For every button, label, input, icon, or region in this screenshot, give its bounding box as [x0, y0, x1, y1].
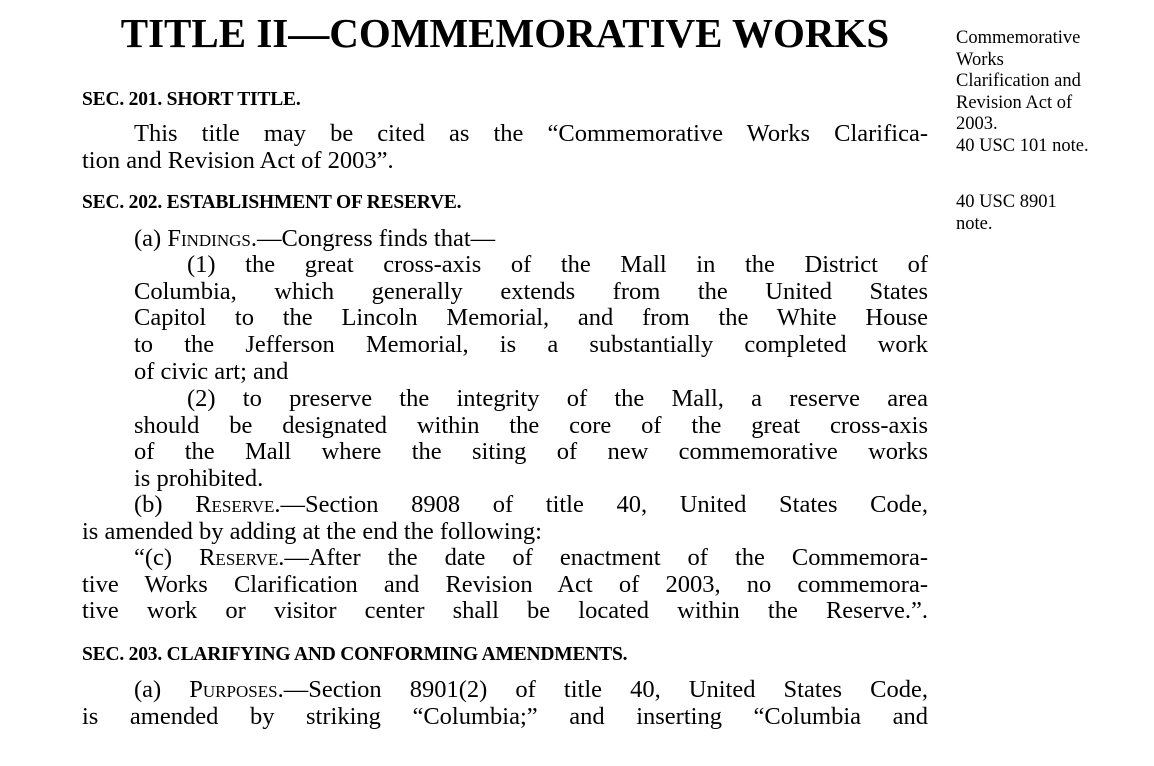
sec-202-a-paragraph-1	[134, 252, 928, 386]
margin-note-line: note.	[956, 213, 993, 234]
text-line: is amended by striking “Columbia;” and inserting “Columbia and	[82, 702, 928, 730]
subsection-text: .—Congress finds that—	[250, 225, 496, 252]
text-line: should be designated within the core of the great cross-axis	[134, 411, 928, 439]
text-line: tive work or visitor center shall be located within the Reserve.”.	[82, 597, 928, 625]
subsection-text: .—After the date of enactment of the Commemora-	[278, 544, 928, 571]
subsection-heading: Purposes	[189, 676, 278, 703]
margin-note-line: Revision Act of	[956, 92, 1073, 113]
text-line: of civic art; and	[134, 357, 289, 385]
text-line: Columbia, which generally extends from the United States	[134, 277, 928, 305]
subsection-heading: Reserve	[199, 544, 279, 571]
margin-note-line: 40 USC 101 note.	[956, 135, 1089, 156]
margin-note-short-title	[956, 28, 1136, 157]
subsection-text: .—Section 8908 of title 40, United States Code,	[274, 491, 928, 518]
text-line: (2) to preserve the integrity of the Mall, a reserve area	[187, 385, 928, 412]
sec-202-heading: SEC. 202. ESTABLISHMENT OF RESERVE.	[82, 192, 462, 213]
margin-note-line: 40 USC 8901	[956, 192, 1057, 212]
text-line: tive Works Clarification and Revision Act of 2003, no commemora-	[82, 570, 928, 598]
margin-note-line: Works	[956, 49, 1004, 70]
subsection-label: (a)	[134, 225, 168, 252]
margin-note-reserve	[956, 192, 1136, 235]
text-line	[82, 677, 928, 704]
text-line: This title may be cited as the “Commemorative Works Clarifica-	[134, 120, 928, 147]
text-line: to the Jefferson Memorial, is a substantially completed work	[134, 331, 928, 359]
subsection-label: “(c)	[134, 544, 200, 571]
sec-202-a-findings	[134, 226, 928, 253]
sec-203-a-purposes	[82, 677, 928, 730]
sec-202-c-inserted-text	[82, 545, 928, 625]
subsection-text: .—Section 8901(2) of title 40, United States Code,	[277, 676, 928, 703]
text-line: of the Mall where the siting of new commemorative works	[134, 438, 928, 466]
margin-note-line: 2003.	[956, 114, 998, 134]
title-heading: TITLE II—COMMEMORATIVE WORKS	[120, 10, 890, 56]
margin-note-line: Clarification and	[956, 71, 1081, 91]
sec-202-a-paragraph-2	[134, 386, 928, 493]
subsection-label: (b)	[134, 491, 196, 518]
text-line: tion and Revision Act of 2003”.	[82, 146, 394, 174]
sec-201-body	[82, 121, 928, 174]
text-line: Capitol to the Lincoln Memorial, and from the White House	[134, 304, 928, 332]
text-line	[82, 492, 928, 519]
margin-note-line: Commemorative	[956, 28, 1081, 48]
subsection-heading: Findings	[167, 225, 251, 252]
sec-203-heading: SEC. 203. CLARIFYING AND CONFORMING AMENDMENTS.	[82, 644, 628, 665]
sec-201-heading: SEC. 201. SHORT TITLE.	[82, 89, 301, 110]
text-line	[82, 545, 928, 572]
subsection-label: (a)	[134, 676, 190, 703]
subsection-heading: Reserve	[195, 491, 275, 518]
text-line: is amended by adding at the end the following:	[82, 517, 542, 545]
text-line: is prohibited.	[134, 465, 264, 493]
sec-202-b-reserve	[82, 492, 928, 545]
text-line: (1) the great cross-axis of the Mall in the District of	[187, 251, 928, 278]
